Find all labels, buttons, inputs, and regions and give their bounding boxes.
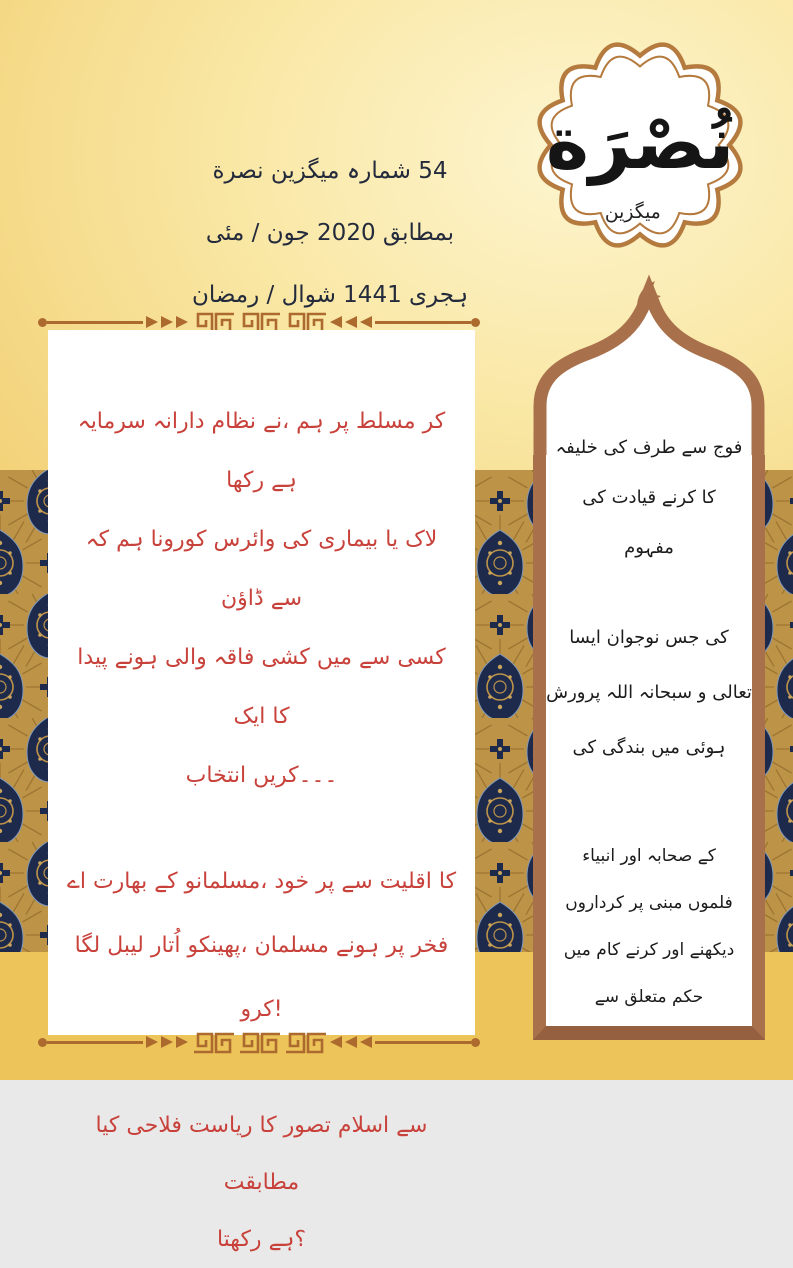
arrow-right-icon (161, 1036, 173, 1048)
arrow-right-icon (146, 1036, 158, 1048)
panel-line: کرداروں پر مبنی فلموں (565, 893, 733, 913)
panel-line: میں کام کرنے اور دیکھنے (563, 940, 735, 960)
panel-line: انبیاء اور صحابہ کے (582, 846, 716, 866)
panel-line: مفہوم (624, 537, 674, 558)
panel-line: کی بندگی میں ہوئی (572, 737, 726, 758)
quote-line: لگا لیبل اُتار پھینکو، مسلمان ہونے پر فخر کرو! (74, 933, 449, 1022)
divider-dot-icon (38, 1038, 47, 1047)
quote-block-capitalism (66, 392, 457, 805)
quote-block-welfare-state (66, 1097, 457, 1268)
quote-line: رکھتا ہے؟ (216, 1227, 307, 1252)
panel-line: کی قیادت کرنے کا (582, 487, 716, 508)
panel-line: ایسا نوجوان جس کی (569, 627, 729, 648)
panel-line: سے متعلق حکم (594, 987, 704, 1007)
quote-box (48, 330, 475, 1252)
arrow-right-icon (176, 316, 188, 328)
panel-contents (546, 418, 752, 1021)
divider-dot-icon (38, 318, 47, 327)
quote-line: اے بھارت کے مسلمانو، خود پر سے اقلیت کا (66, 869, 457, 894)
issue-line-date: مئی / جون 2020 بمطابق (205, 220, 455, 246)
arrow-left-icon (360, 1036, 372, 1048)
divider-dot-icon (471, 1038, 480, 1047)
arrow-left-icon (360, 316, 372, 328)
arrow-right-icon (146, 316, 158, 328)
arrow-left-icon (345, 1036, 357, 1048)
issue-info (140, 140, 520, 326)
quote-line: انتخاب کریں۔۔۔ (185, 763, 338, 788)
panel-line: پرورش اللہ سبحانہ و تعالی (546, 682, 752, 703)
divider-dot-icon (471, 318, 480, 327)
panel-item-army-leadership (546, 418, 752, 573)
magazine-logo (515, 20, 765, 270)
arrow-right-icon (161, 316, 173, 328)
issue-line-title: نصرة میگزین شمارہ 54 (212, 158, 448, 184)
logo-title: نُصْرَة (545, 101, 735, 187)
arrow-left-icon (345, 316, 357, 328)
quote-line: سرمایہ دارانہ نظام نے، ہم پر مسلط کر رکھا ہے (77, 409, 446, 493)
quote-line: کیا فلاحی ریاست کا تصور اسلام سے مطابقت (95, 1113, 428, 1195)
quote-line: کہ ہم کورونا وائرس کی بیماری یا لاک ڈاؤن سے (85, 527, 438, 611)
ornamental-divider-bottom (38, 1030, 480, 1054)
divider-rule (375, 321, 471, 324)
panel-item-films-ruling (546, 833, 752, 1021)
quote-line: پیدا ہونے والی فاقہ کشی میں سے کسی ایک کا (77, 645, 446, 729)
arrow-left-icon (330, 1036, 342, 1048)
divider-rule (47, 321, 143, 324)
logo-subtitle: میگزین (604, 202, 661, 224)
quote-block-india-muslims (66, 850, 457, 1042)
arrow-right-icon (176, 1036, 188, 1048)
panel-line: خلیفہ کی طرف سے فوج (555, 437, 743, 458)
divider-rule (47, 1041, 143, 1044)
issue-line-hijri: رمضان / شوال 1441 ہجری (191, 282, 469, 308)
panel-item-young-man (546, 610, 752, 775)
greek-key-icon (192, 1029, 326, 1055)
arrow-left-icon (330, 316, 342, 328)
divider-rule (375, 1041, 471, 1044)
